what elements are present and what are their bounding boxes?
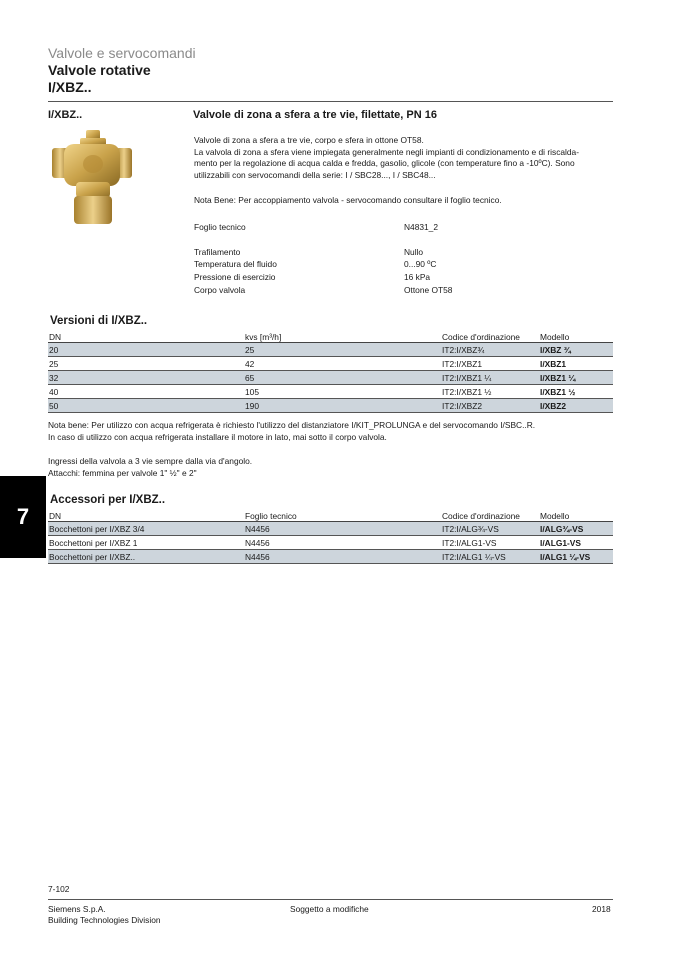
cell-model: I/ALG1 ¼-VS [539,550,613,564]
column-header: DN [48,510,244,522]
product-note: Nota Bene: Per accoppiamento valvola - servocomando consultare il foglio tecnico. [194,195,502,205]
versions-table [48,331,613,413]
page-number: 7-102 [48,884,70,894]
cell-datasheet: N4456 [244,550,441,564]
cell-model: I/ALG1-VS [539,536,613,550]
cell-order-code: IT2:I/XBZ1 ½ [441,385,539,399]
cell-model: I/XBZ1 ½ [539,385,613,399]
table-row [48,343,613,357]
footer-rule [48,899,613,900]
cell-kvs: 105 [244,385,441,399]
versions-notes [48,420,613,443]
table-row [48,385,613,399]
cell-datasheet: N4456 [244,522,441,536]
cell-dn: 40 [48,385,244,399]
table-header-row [48,510,613,522]
cell-order-code: IT2:I/ALG1 ¼-VS [441,550,539,564]
header-category: Valvole e servocomandi [48,45,196,61]
cell-description: Bocchettoni per I/XBZ.. [48,550,244,564]
spec-label: Trafilamento [194,247,241,257]
column-header: Codice d'ordinazione [441,331,539,343]
footer-disclaimer: Soggetto a modifiche [290,904,369,914]
description-line: utilizzabili con servocomandi della serie: I / SBC28..., I / SBC48... [194,169,436,180]
cell-dn: 20 [48,343,244,357]
spec-value: 16 kPa [404,272,431,282]
description-line: mento per la regolazione di acqua calda e fredda, gasolio, glicole (con temperature fino a -10ºC). Sono [194,158,575,169]
spec-value: Nullo [404,247,424,257]
cell-kvs: 190 [244,399,441,413]
column-header: kvs [m³/h] [244,331,441,343]
description-line: La valvola di zona a sfera viene impiegata generalmente negli impianti di condizionamento e di riscalda- [194,146,580,157]
versions-extra-notes [48,456,613,479]
note-line: Attacchi: femmina per valvole 1" ½" e 2" [48,467,197,478]
table-row [48,550,613,564]
header-product-family: I/XBZ.. [48,79,92,95]
chapter-tab: 7 [0,476,46,558]
note-line: In caso di utilizzo con acqua refrigerata installare il motore in lato, mai sotto il corpo valvola. [48,431,387,442]
cell-model: I/ALG¾-VS [539,522,613,536]
valve-image [48,124,136,228]
spec-value: Ottone OT58 [404,285,453,295]
company-name: Siemens S.p.A. [48,904,106,914]
cell-order-code: IT2:I/XBZ¾ [441,343,539,357]
footer-company [48,904,161,926]
cell-order-code: IT2:I/ALG1-VS [441,536,539,550]
cell-kvs: 42 [244,357,441,371]
cell-kvs: 65 [244,371,441,385]
footer-year: 2018 [592,904,611,914]
product-code: I/XBZ.. [48,109,83,121]
note-line: Ingressi della valvola a 3 vie sempre dalla via d'angolo. [48,456,253,466]
table-row [48,357,613,371]
column-header: Codice d'ordinazione [441,510,539,522]
cell-dn: 50 [48,399,244,413]
cell-dn: 25 [48,357,244,371]
cell-order-code: IT2:I/XBZ1 ¼ [441,371,539,385]
cell-order-code: IT2:I/ALG¾-VS [441,522,539,536]
table-row [48,536,613,550]
column-header: Modello [539,510,613,522]
cell-model: I/XBZ ¾ [539,343,613,357]
cell-model: I/XBZ1 ¼ [539,371,613,385]
division-name: Building Technologies Division [48,915,161,925]
cell-order-code: IT2:I/XBZ2 [441,399,539,413]
accessories-table [48,510,613,564]
spec-label: Corpo valvola [194,285,246,295]
cell-model: I/XBZ2 [539,399,613,413]
table-header-row [48,331,613,343]
spec-label: Temperatura del fluido [194,259,277,269]
spec-label: Pressione di esercizio [194,272,276,282]
versions-title: Versioni di I/XBZ.. [50,315,148,327]
spec-value: 0...90 ºC [404,259,437,269]
cell-datasheet: N4456 [244,536,441,550]
cell-dn: 32 [48,371,244,385]
datasheet-label: Foglio tecnico [194,222,246,232]
header-rule [48,101,613,102]
description-line: Valvole di zona a sfera a tre vie, corpo e sfera in ottone OT58. [194,135,424,145]
column-header: DN [48,331,244,343]
table-row [48,399,613,413]
cell-order-code: IT2:I/XBZ1 [441,357,539,371]
column-header: Foglio tecnico [244,510,441,522]
table-row [48,522,613,536]
note-line: Nota bene: Per utilizzo con acqua refrigerata è richiesto l'utilizzo del distanziatore I/KIT_PROLUNGA e del servocomando I/SBC..R. [48,420,536,430]
cell-description: Bocchettoni per I/XBZ 3/4 [48,522,244,536]
cell-kvs: 25 [244,343,441,357]
datasheet-value: N4831_2 [404,222,438,232]
product-title: Valvole di zona a sfera a tre vie, filettate, PN 16 [193,109,437,121]
product-description [194,135,614,181]
table-row [48,371,613,385]
cell-model: I/XBZ1 [539,357,613,371]
header-subcategory: Valvole rotative [48,62,151,78]
accessories-title: Accessori per I/XBZ.. [50,494,166,506]
column-header: Modello [539,331,613,343]
cell-description: Bocchettoni per I/XBZ 1 [48,536,244,550]
